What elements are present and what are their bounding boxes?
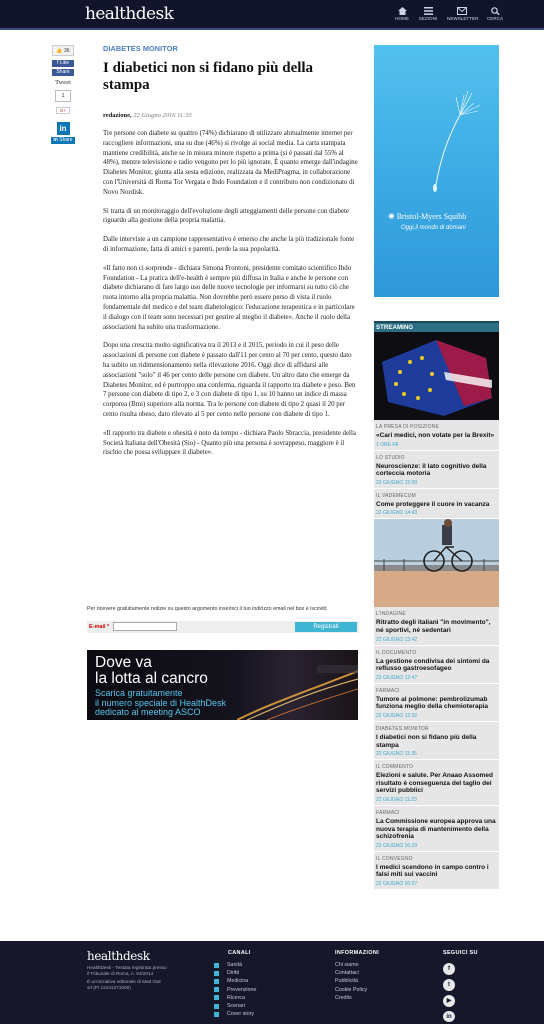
footer-link-label: Diritti xyxy=(227,970,240,977)
footer-link-label: Medicina xyxy=(227,978,249,985)
brexit-flag-image[interactable] xyxy=(374,332,499,420)
nav-newsletter-label: NEWSLETTER xyxy=(447,16,479,21)
nav-newsletter[interactable] xyxy=(447,7,477,21)
sidebar-news-list xyxy=(374,321,499,890)
dandelion-seed-image xyxy=(374,45,499,210)
twitter-icon[interactable]: t xyxy=(443,979,455,991)
sidebar-news-item[interactable] xyxy=(374,451,499,489)
social-share-column xyxy=(51,45,75,146)
promo-headline-line-2: la lotta al cancro xyxy=(95,670,208,687)
news-title[interactable]: Ritratto degli italiani "in movimento", né sportivi, né sedentari xyxy=(376,619,491,634)
footer-link[interactable]: Chi siamo xyxy=(335,962,359,968)
article-paragraph: Si tratta di un monitoraggio dell'evoluzione degli atteggiamenti delle persone con diabete riguardo alla gestione della propria malattia. xyxy=(103,207,349,225)
home-icon xyxy=(398,7,407,15)
sidebar-news-item[interactable] xyxy=(374,420,499,451)
footer-link[interactable]: Cookie Policy xyxy=(335,986,368,993)
sidebar-news-item[interactable] xyxy=(374,806,499,852)
news-date: 22 GIUGNO 11:35 xyxy=(376,751,417,758)
linkedin-icon[interactable]: in xyxy=(57,122,70,135)
ad-brand xyxy=(388,212,466,221)
linkedin-small-icon: in xyxy=(53,137,58,143)
footer-link[interactable]: Contattaci xyxy=(335,970,359,977)
footer-registration-line-1: HealthDesk - Testata registrata presso xyxy=(87,965,167,970)
square-bullet-icon xyxy=(214,979,219,984)
footer-link[interactable] xyxy=(214,986,256,994)
news-category: FARMACI xyxy=(376,687,400,694)
city-lights-image xyxy=(237,665,358,720)
footer-registration-line-2: il Tribunale di Roma, n. 53/2014 xyxy=(87,971,154,976)
news-title[interactable]: Come proteggere il cuore in vacanza xyxy=(376,500,490,508)
footer-link[interactable] xyxy=(214,969,256,977)
like-count-button[interactable] xyxy=(52,45,74,56)
register-button[interactable]: Registrati xyxy=(295,622,357,632)
section-label[interactable]: DIABETES MONITOR xyxy=(103,44,178,53)
news-date: 22 GIUGNO 12:47 xyxy=(376,674,418,681)
footer-publisher-line-1: È un'iniziativa editoriale di Mad Owl xyxy=(87,979,161,984)
email-input[interactable] xyxy=(113,622,177,631)
news-title[interactable]: La Commissione europea approva una nuova terapia di mantenimento della schizofrenia xyxy=(376,817,496,841)
facebook-icon[interactable]: f xyxy=(443,963,455,975)
news-category: DIABETES MONITOR xyxy=(376,725,429,732)
article-paragraph: «Il rapporto tra diabete e obesità è noto da tempo - dichiara Paolo Sbraccia, presidente della Società Italiana dell'Obesità (Sio) - Quanto più una persona è sovrappeso, maggiore è il rischio che possa sviluppare il diabete». xyxy=(103,429,356,457)
footer-info-list xyxy=(335,961,367,1002)
news-title[interactable]: Elezioni e salute. Per Anaao Assomed risultato è conseguenza del taglio dei servizi pubblici xyxy=(376,772,493,795)
facebook-like-button[interactable] xyxy=(52,60,74,67)
author: redazione, xyxy=(103,112,132,119)
news-title[interactable]: I medici scendono in campo contro i falsi miti sui vaccini xyxy=(376,863,489,879)
square-bullet-icon xyxy=(214,987,219,992)
footer-registration xyxy=(87,965,167,977)
byline xyxy=(103,112,358,119)
bms-advertisement[interactable] xyxy=(374,45,499,297)
news-date: 22 GIUGNO 14:43 xyxy=(376,510,418,517)
sidebar-news-item[interactable] xyxy=(374,607,499,645)
nav-home-label: HOME xyxy=(395,16,409,21)
asco-promo-banner[interactable] xyxy=(87,650,358,720)
news-category: IL DOCUMENTO xyxy=(376,649,417,656)
article xyxy=(103,44,358,458)
nav-sezioni[interactable] xyxy=(413,7,443,21)
footer-link-label: Ricerca xyxy=(227,994,245,1001)
newsletter-signup xyxy=(87,606,359,633)
footer-link[interactable] xyxy=(214,961,256,969)
news-category: IL VADEMECUM xyxy=(376,492,416,499)
facebook-like-label: Like xyxy=(59,60,69,66)
footer-publisher xyxy=(87,979,161,991)
footer-publisher-line-2: srl (PI 12241271000) xyxy=(87,985,131,990)
site-logo[interactable]: healthdesk xyxy=(85,4,174,24)
top-navigation-bar xyxy=(0,0,544,30)
streaming-header: STREAMING xyxy=(374,321,499,332)
envelope-icon xyxy=(457,7,467,15)
sidebar-news-item[interactable] xyxy=(374,489,499,520)
news-title[interactable]: Neuroscienze: il lato cognitivo della corteccia motoria xyxy=(376,462,487,478)
footer-link[interactable] xyxy=(214,1010,256,1018)
footer-link[interactable]: Credits xyxy=(335,994,352,1001)
ad-slogan: Oggi,il mondo di domani xyxy=(401,225,466,231)
footer-link[interactable] xyxy=(214,994,256,1002)
footer-canali-list xyxy=(214,961,256,1018)
nav-search[interactable] xyxy=(480,7,510,21)
email-label: E-mail * xyxy=(89,623,110,630)
promo-subheadline xyxy=(95,689,226,718)
footer-link-label: Cover story xyxy=(227,1011,255,1018)
news-category: L'INDAGINE xyxy=(376,611,406,618)
facebook-icon: f xyxy=(57,60,59,66)
news-title[interactable]: La gestione condivisa dei sintomi da reflusso gastroesofageo xyxy=(376,657,490,673)
nav-sezioni-label: SEZIONI xyxy=(418,16,438,21)
thumbs-up-icon: 👍 xyxy=(56,48,63,54)
article-paragraph: «Il fatto non ci sorprende - dichiara Simona Frontoni, presidente comitato scientifico Ibdo Foundation - La pratica dell'e-health è sempre più diffusa in Italia e anche le persone con diabete dichiarano di fare largo uso delle nuove tecnologie per informarsi su tutto ciò che ruota intorno alla propria malattia. Non dovrebbe però essere perso di vista il ruolo fondamentale del medico e del team diabetologico: l'educazione terapeutica e in particolare il dialogo con il team sono necessari per gestire al meglio il diabete». Anche il ruolo della associazioni ha subito una trasformazione. xyxy=(103,264,355,331)
site-footer xyxy=(0,941,544,1024)
footer-link-label: Scenari xyxy=(227,1003,245,1010)
news-date: 22 GIUGNO 15:00 xyxy=(376,479,418,486)
news-date: 22 GIUGNO 12:32 xyxy=(376,712,418,719)
cyclist-image[interactable] xyxy=(374,519,499,607)
sidebar-news-item[interactable] xyxy=(374,722,499,760)
promo-sub-line-3: dedicato al meeting ASCO xyxy=(95,707,201,717)
footer-follow-title: SEGUICI SU xyxy=(443,950,478,956)
square-bullet-icon xyxy=(214,1012,219,1017)
ad-brand-name: Bristol-Myers Squibb xyxy=(396,212,467,221)
facebook-share-label: Share xyxy=(56,69,70,75)
menu-icon xyxy=(424,7,433,15)
sidebar-news-item[interactable] xyxy=(374,760,499,806)
footer-link[interactable] xyxy=(214,977,256,985)
footer-logo[interactable]: healthdesk xyxy=(87,949,150,963)
sidebar-news-item[interactable] xyxy=(374,646,499,684)
article-paragraph: Dopo una crescita molto significativa tra il 2013 e il 2015, periodo in cui il peso delle associazioni di persone con diabete è passato dall'11 per cento al 70 per cento, questo dato ha subito un ridimensionamento nella rilevazione 2016. Oggi dice di affidarsi alle associazioni "solo" il 46 per cento delle persone con diabete. Un altro dato che emerge da Diabetes Monitor, ed è purtroppo una conferma, riguarda il rapporto tra diabete e peso. Ben 7 persone con diabete di tipo 2, e 3 con diabete di tipo 1, su 10 hanno un indice di massa corporea (Bmi) superiore alla norma. Tra le persone con diabete di tipo 2 quasi il 20 per cento risulta obeso, dato rilevato al 5 per cento nelle persone con diabete di tipo 1. xyxy=(103,342,356,418)
square-bullet-icon xyxy=(214,995,219,1000)
news-title[interactable]: I diabetici non si fidano più della stampa xyxy=(376,733,477,749)
youtube-icon[interactable]: ▶ xyxy=(443,995,455,1007)
footer-canali-title: CANALI xyxy=(228,950,251,956)
tweet-button[interactable]: Tweet xyxy=(55,79,71,86)
promo-headline xyxy=(95,655,208,687)
sidebar-news-item[interactable] xyxy=(374,684,499,722)
square-bullet-icon xyxy=(214,963,219,968)
sidebar-news-item[interactable] xyxy=(374,852,499,890)
search-icon xyxy=(491,7,500,15)
footer-link[interactable]: Pubblicità xyxy=(335,978,358,985)
article-title: I diabetici non si fidano più della stampa xyxy=(103,60,314,93)
like-count: 36 xyxy=(64,48,70,54)
gplus-button[interactable]: G+ xyxy=(56,107,70,114)
footer-link-label: Sanità xyxy=(227,962,243,968)
linkedin-share-button[interactable] xyxy=(51,137,75,144)
publish-date: 22 Giugno 2016 11:35 xyxy=(133,112,192,119)
footer-info-title: INFORMAZIONI xyxy=(335,950,379,956)
promo-sub-line-2: il numero speciale di HealthDesk xyxy=(95,697,227,708)
gplus-count: 1 xyxy=(55,90,71,102)
footer-link-label: Prevenzione xyxy=(227,986,257,993)
news-date: 22 GIUGNO 10:29 xyxy=(376,842,418,849)
news-category: IL COMMENTO xyxy=(376,764,414,771)
linkedin-share-label: Share xyxy=(59,137,73,143)
news-category: FARMACI xyxy=(376,809,400,816)
news-date: 1 ORE FA xyxy=(376,441,399,448)
article-paragraph: Tre persone con diabete su quattro (74%) dichiarano di utilizzare abitualmente internet per raccogliere informazioni, una su due (46%) si rivolge ai social media. La carta stampata mantiene credibilità, anche se in misura minore rispetto a prima (si è passati dal 55% al 48%), mentre televisione e radio vengono per lo più ignorate. È quanto emerge dall'indagine Diabetes Monitor, giunta alla sesta edizione, realizzata da MediPragma, in collaborazione con l'Università di Roma Tor Vergata e Ibdo Foundation e il contributo non condizionato di Novo Nordisk. xyxy=(103,130,358,196)
newsletter-form xyxy=(87,621,359,633)
square-bullet-icon xyxy=(214,1004,219,1009)
article-paragraph: Dalle interviste a un campione rappresentativo è emerso che anche la più tradizionale fonte di informazione, fatta di amici e parenti, perde la sua popolarità. xyxy=(103,236,355,253)
news-date: 22 GIUGNO 11:23 xyxy=(376,796,417,803)
news-category: IL CONVEGNO xyxy=(376,855,413,862)
nav-search-label: CERCA xyxy=(486,16,504,21)
news-date: 22 GIUGNO 10:27 xyxy=(376,880,418,887)
facebook-share-button[interactable] xyxy=(52,69,74,76)
footer-link[interactable] xyxy=(214,1002,256,1010)
newsletter-text: Per ricevere gratuitamente notizie su questo argomento inserisci il tuo indirizzo email nel box e iscriviti: xyxy=(87,606,328,612)
square-bullet-icon xyxy=(214,971,219,976)
promo-sub-line-1: Scarica gratuitamente xyxy=(95,688,183,698)
bms-logo-icon: ✺ xyxy=(388,212,395,221)
news-date: 22 GIUGNO 13:42 xyxy=(376,636,418,643)
news-category: LO STUDIO xyxy=(376,454,405,461)
news-category: LA PRESA DI POSIZIONE xyxy=(376,424,440,430)
linkedin-icon[interactable]: in xyxy=(443,1011,455,1022)
promo-headline-line-1: Dove va xyxy=(95,654,152,671)
news-title[interactable]: Tumore al polmone: pembrolizumab funziona meglio della chemioterapia xyxy=(376,695,488,711)
news-title[interactable]: «Cari medici, non votate per la Brexit» xyxy=(376,432,495,439)
